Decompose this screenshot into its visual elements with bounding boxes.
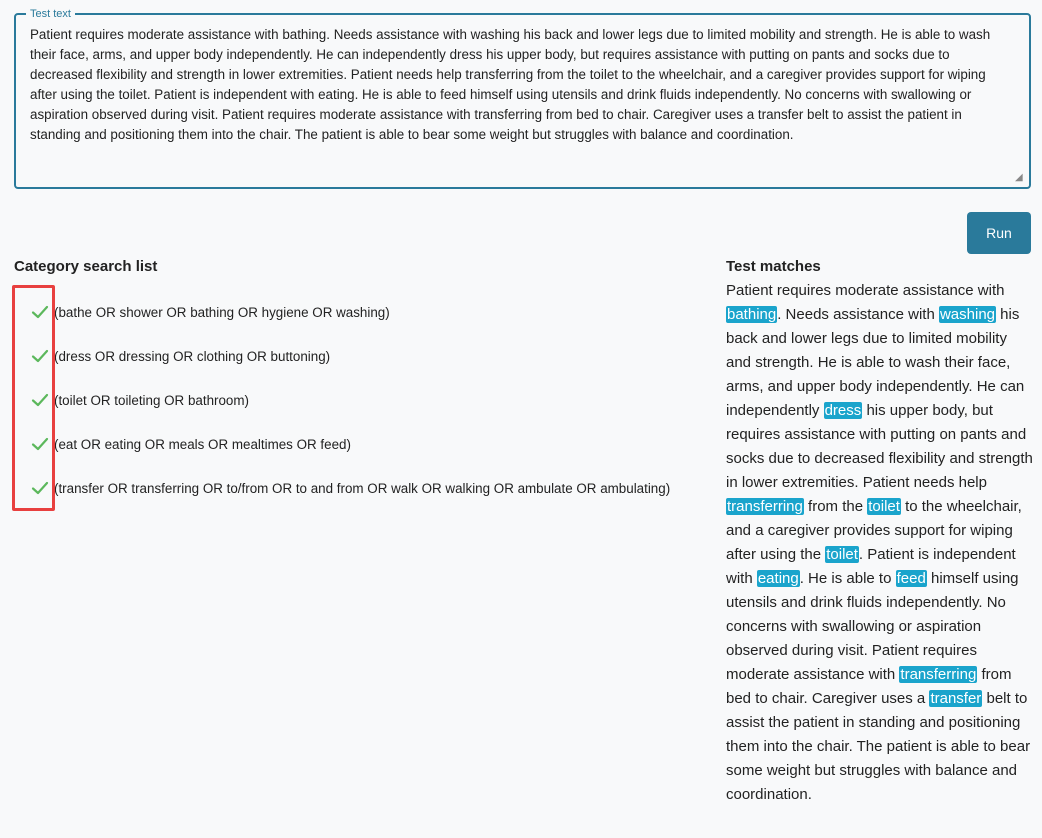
category-query: (dress OR dressing OR clothing OR buttoning)	[54, 348, 331, 364]
match-text-segment: from the	[803, 498, 868, 515]
match-highlight: dress	[824, 402, 862, 419]
match-text-segment: his back and lower legs due to limited mobility and strength. He is able to wash their face, arms, and upper body independently. He can independently	[726, 306, 1025, 419]
test-text-input[interactable]	[30, 25, 1015, 177]
category-search-title: Category search list	[14, 258, 158, 275]
match-text-segment: . He is able to	[799, 570, 896, 587]
category-item	[30, 422, 670, 466]
category-item	[30, 378, 670, 422]
match-highlight: feed	[896, 570, 926, 587]
category-query: (toilet OR toileting OR bathroom)	[54, 392, 249, 408]
test-matches-text	[726, 279, 1036, 807]
match-text-segment: . Patient is independent with	[726, 546, 1016, 587]
match-text-segment: from bed to chair. Caregiver uses a	[726, 666, 1012, 707]
match-highlight: transferring	[900, 666, 977, 683]
match-text-segment: his upper body, but requires assistance with putting on pants and socks due to decreased flexibility and strength in lower extremities. Patient needs help	[726, 402, 1033, 491]
run-button[interactable]: Run	[967, 212, 1031, 254]
match-highlight: toilet	[826, 546, 858, 563]
category-item	[30, 334, 670, 378]
match-highlight: toilet	[868, 498, 900, 515]
match-text-segment: . Needs assistance with	[777, 306, 939, 323]
match-highlight: transferring	[727, 498, 803, 515]
category-item	[30, 466, 670, 510]
match-highlight: eating	[757, 570, 799, 587]
test-text-fieldset	[14, 8, 1031, 189]
match-highlight: washing	[939, 306, 996, 323]
match-text-segment: himself using utensils and drink fluids independently. No concerns with swallowing or aspiration observed during visit. Patient requires moderate assistance with	[726, 570, 1019, 683]
category-query: (bathe OR shower OR bathing OR hygiene OR washing)	[54, 304, 390, 320]
match-text-segment: to the wheelchair, and a caregiver provides support for wiping after using the	[726, 498, 1022, 563]
category-item	[30, 290, 670, 334]
annotation-highlight-box	[12, 285, 55, 511]
category-list	[30, 290, 670, 510]
category-query: (transfer OR transferring OR to/from OR to and from OR walk OR walking OR ambulate OR ambulating)	[54, 480, 671, 496]
test-text-legend: Test text	[26, 7, 75, 21]
match-highlight: bathing	[727, 306, 777, 323]
resize-handle-icon[interactable]: ◢	[1015, 172, 1023, 183]
test-matches-title: Test matches	[726, 258, 821, 275]
category-query: (eat OR eating OR meals OR mealtimes OR feed)	[54, 436, 351, 452]
match-text-segment: Patient requires moderate assistance with	[726, 282, 1005, 299]
match-highlight: transfer	[930, 690, 982, 707]
match-text-segment: belt to assist the patient in standing and positioning them into the chair. The patient is able to bear some weight but struggles with balance and coordination.	[726, 690, 1031, 803]
